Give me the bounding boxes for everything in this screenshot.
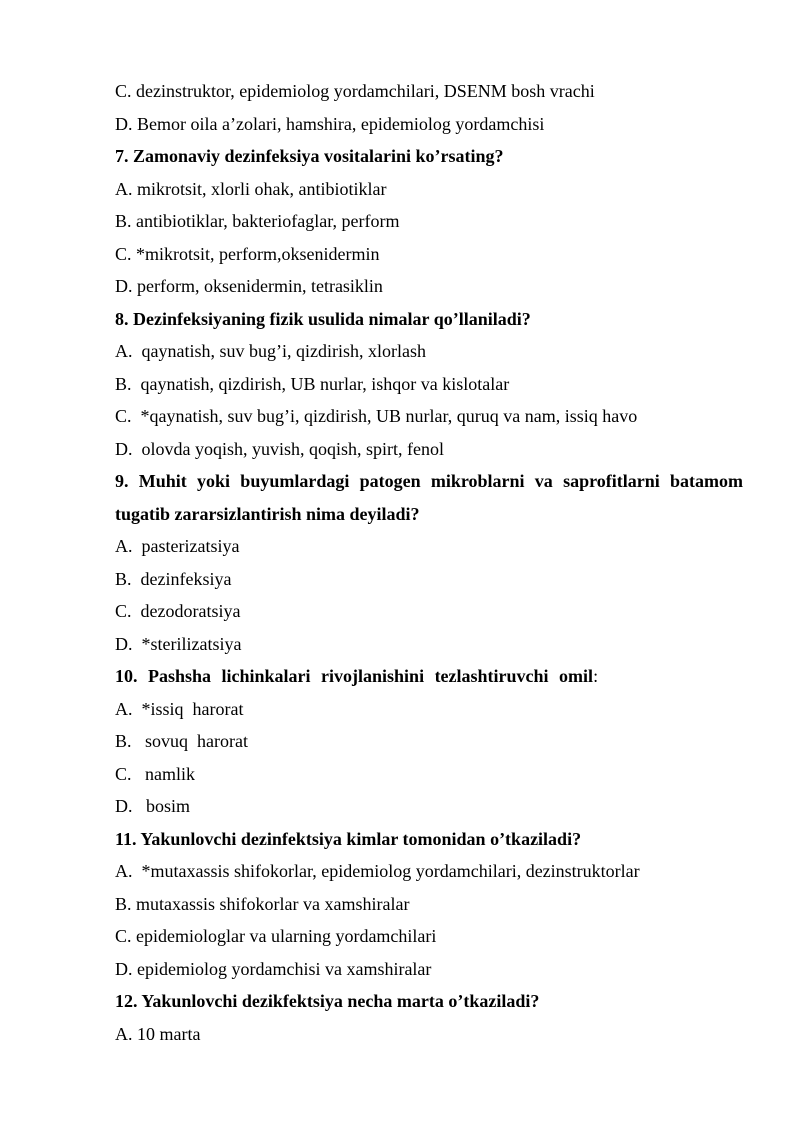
question-heading: 10. Pashsha lichinkalari rivojlanishini tezlashtiruvchi omil (115, 666, 594, 686)
answer-option: D. bosim (115, 796, 191, 816)
answer-option: B. qaynatish, qizdirish, UB nurlar, ishqor va kislotalar (115, 373, 510, 394)
test-questions-content (115, 75, 743, 1050)
answer-option: D. olovda yoqish, yuvish, qoqish, spirt, fenol (115, 438, 444, 459)
answer-option: D. Bemor oila a’zolari, hamshira, epidemiolog yordamchisi (115, 113, 545, 134)
answer-option: A. 10 marta (115, 1023, 201, 1044)
question-heading: 9. Muhit yoki buyumlardagi patogen mikroblarni va saprofitlarni batamom tugatib zararsizlantirish nima deyiladi? (115, 471, 743, 524)
answer-option: C. namlik (115, 763, 195, 784)
question-heading-row (115, 660, 743, 693)
answer-option: D. *sterilizatsiya (115, 633, 242, 654)
answer-option: B. antibiotiklar, bakteriofaglar, perform (115, 211, 400, 231)
answer-option: C. dezinstruktor, epidemiolog yordamchilari, DSENM bosh vrachi (115, 81, 595, 101)
answer-option: C. epidemiologlar va ularning yordamchilari (115, 926, 437, 946)
answer-option: A. pasterizatsiya (115, 536, 240, 556)
answer-option: A. qaynatish, suv bug’i, qizdirish, xlorlash (115, 341, 426, 361)
question-heading: 12. Yakunlovchi dezikfektsiya necha marta o’tkaziladi? (115, 991, 540, 1011)
question-heading: 8. Dezinfeksiyaning fizik usulida nimalar qo’llaniladi? (115, 308, 531, 329)
answer-option: B. mutaxassis shifokorlar va xamshiralar (115, 893, 410, 914)
answer-option: B. sovuq harorat (115, 731, 248, 751)
answer-option: A. *mutaxassis shifokorlar, epidemiolog yordamchilari, dezinstruktorlar (115, 861, 640, 881)
question-colon: : (593, 666, 599, 686)
answer-option: C. dezodoratsiya (115, 601, 241, 621)
answer-option: B. dezinfeksiya (115, 568, 232, 589)
answer-option: A. mikrotsit, xlorli ohak, antibiotiklar (115, 178, 387, 199)
answer-option: A. *issiq harorat (115, 698, 244, 719)
answer-option: C. *mikrotsit, perform,oksenidermin (115, 243, 380, 264)
answer-option: D. perform, oksenidermin, tetrasiklin (115, 276, 383, 296)
question-heading: 11. Yakunlovchi dezinfektsiya kimlar tomonidan o’tkaziladi? (115, 828, 582, 849)
question-heading: 7. Zamonaviy dezinfeksiya vositalarini ko’rsating? (115, 146, 504, 166)
answer-option: D. epidemiolog yordamchisi va xamshiralar (115, 958, 432, 979)
answer-option: C. *qaynatish, suv bug’i, qizdirish, UB nurlar, quruq va nam, issiq havo (115, 406, 638, 426)
